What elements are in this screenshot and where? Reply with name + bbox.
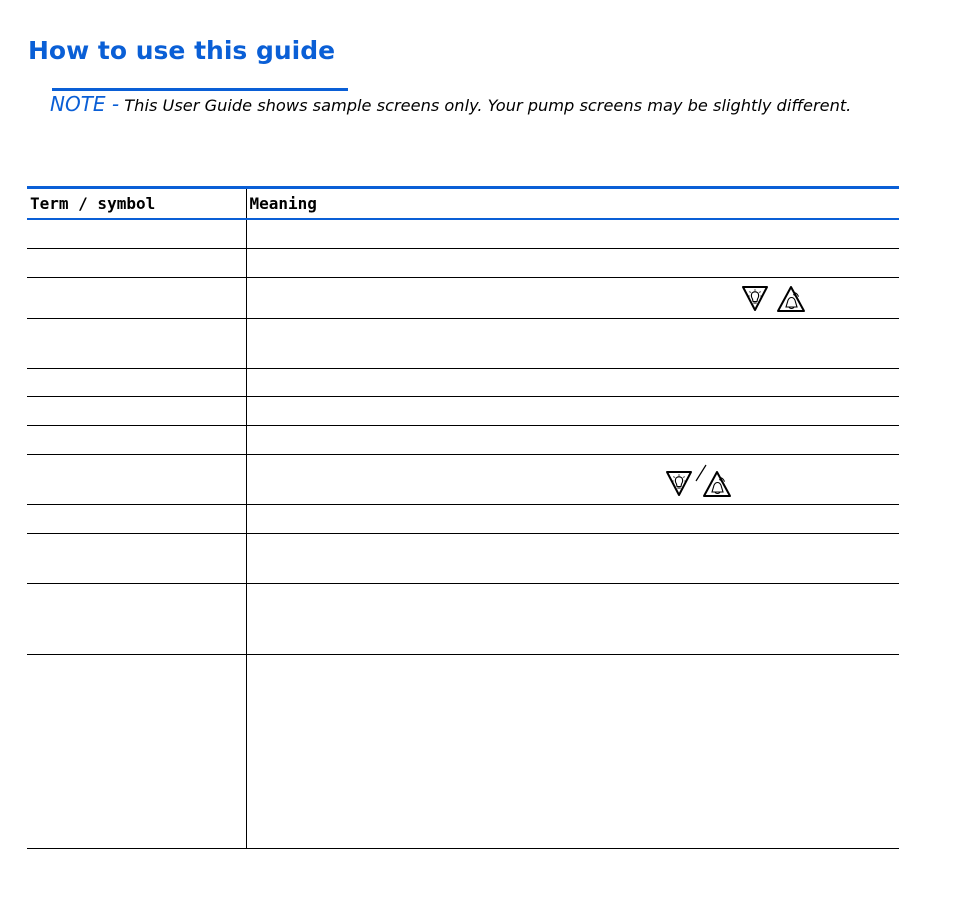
meaning-cell (246, 219, 899, 248)
meaning-cell (246, 248, 899, 277)
light-bulb-icon (664, 469, 694, 499)
table-row (27, 654, 899, 848)
meaning-cell (246, 396, 899, 425)
table-row (27, 219, 899, 248)
note-text: This User Guide shows sample screens only. Your pump screens may be slightly different. (124, 96, 852, 115)
term-cell (27, 368, 246, 396)
term-cell (27, 318, 246, 368)
term-cell (27, 219, 246, 248)
column-header-meaning: Meaning (246, 188, 899, 220)
meaning-cell (246, 654, 899, 848)
term-cell (27, 504, 246, 533)
table-row (27, 277, 899, 318)
meaning-cell (246, 533, 899, 583)
table-row (27, 396, 899, 425)
table-row (27, 583, 899, 654)
meaning-cell (246, 583, 899, 654)
light-bulb-icon (740, 284, 770, 314)
page-title: How to use this guide (28, 36, 336, 65)
terms-table (27, 186, 899, 849)
table-row (27, 248, 899, 277)
term-cell (27, 277, 246, 318)
note-paragraph (50, 92, 930, 118)
term-cell (27, 396, 246, 425)
table-row (27, 318, 899, 368)
table-row (27, 533, 899, 583)
meaning-cell (246, 368, 899, 396)
note-label: NOTE - (50, 92, 120, 116)
term-cell (27, 248, 246, 277)
meaning-cell (246, 277, 899, 318)
table-row (27, 425, 899, 454)
note-divider (52, 88, 348, 91)
term-cell (27, 425, 246, 454)
meaning-cell (246, 318, 899, 368)
table-row (27, 368, 899, 396)
term-cell (27, 654, 246, 848)
term-cell (27, 454, 246, 504)
meaning-cell (246, 454, 899, 504)
alarm-bell-icon (702, 469, 732, 499)
table-row (27, 504, 899, 533)
term-cell (27, 583, 246, 654)
term-cell (27, 533, 246, 583)
meaning-cell (246, 504, 899, 533)
table-header-row (27, 188, 899, 220)
table-row (27, 454, 899, 504)
column-header-term: Term / symbol (27, 188, 246, 220)
meaning-cell (246, 425, 899, 454)
alarm-bell-icon (776, 284, 806, 314)
